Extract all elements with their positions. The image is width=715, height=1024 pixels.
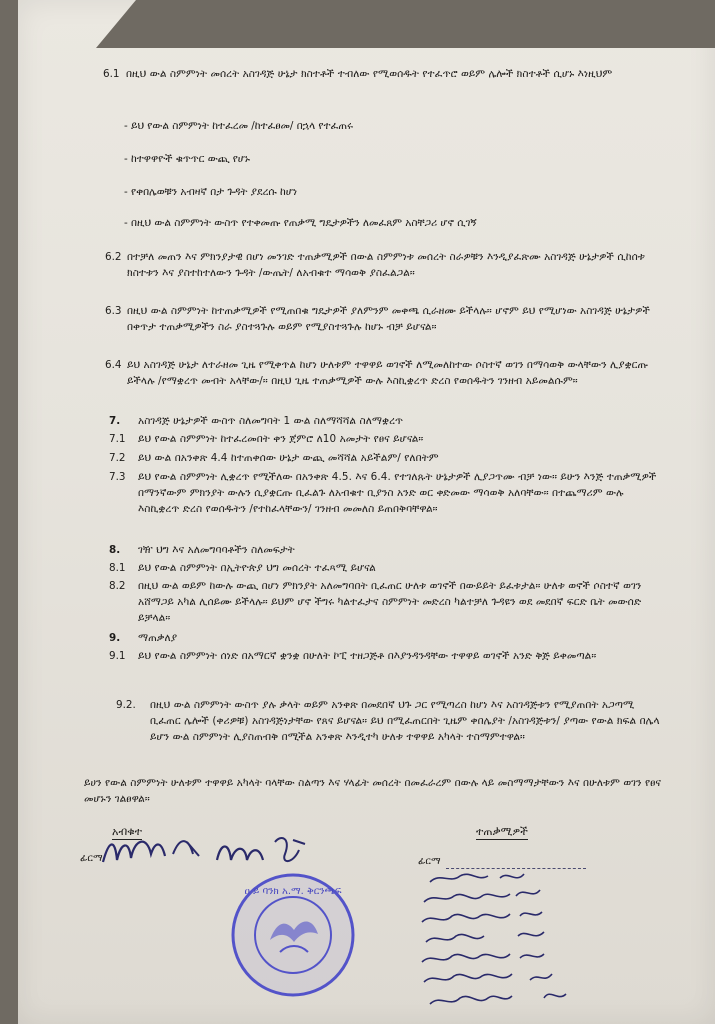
section-text: ይህ የውል ስምምነት ሰነድ በአማርኛ ቋንቋ በሁለት ኮፒ ተዘጋጅቶ በእያንዳንዳቸው ተዋዋይ ወገኖች አንድ ቅጅ ይቀመጣል። (138, 650, 597, 662)
section-text: ይህ የውል ስምምነት ከተፈረመበት ቀን ጀምሮ ለ10 አመታት የፀና ይሆናል። (138, 433, 424, 445)
bank-stamp (228, 870, 358, 1000)
section-heading-number: 9. (109, 632, 121, 644)
section-number: 6.3 (105, 305, 122, 317)
section-number: 8.1 (109, 562, 126, 574)
section-number: 8.2 (109, 580, 126, 592)
section-heading-number: 8. (109, 544, 121, 556)
section-text: ይህ የውል ስምምነት ሊቋረጥ የሚችለው በአንቀጽ 4.5. እና 6.4. የተገለጹት ሁኔታዎች ሊያጋጥሙ ብቻ ነው። ይሁን እንጅ ተጠቃሚዎች በማንኛውም ምክንያት ውሉን ሲያቋርጡ ቢፈልጉ ለአብቁተ ቢያንስ አንድ ወር ቀድመው ማሳወቅ አለባቸው። በተጨማሪም ውሉ እስኪቋረጥ ድረስ የወሰዱትን /የተከፈላቸውን/ ገንዘብ መመለስ ይጠበቅባቸዋል። (138, 471, 657, 515)
signature-right-list (420, 868, 580, 1018)
section-number: 7.1 (109, 433, 126, 445)
stamp-text: ዐ ይ ባንክ አ.ማ. ቅርንጫፍ (244, 886, 342, 897)
section-text: በዚህ ውል ስምምነት ከተጠቃሚዎች የሚጠበቁ ግዴታዎች ያለምንም መቀጫ ሲራዘሙ ይችላሉ። ሆኖም ይህ የሚሆነው አስገዳጅ ሁኔታዎች በቀጥታ ተጠቃሚዎችን ስራ ያስተጓጉሉ ወይም የሚያስተጓጉሉ ከሆኑ ብቻ ይሆናል። (127, 305, 650, 333)
closing-paragraph: ይሀን የውል ስምምነት ሁለቱም ተዋዋይ አካላት ባላቸው ስልጣን እና ሃላፊት መሰረት በመፈራረም በውሉ ላይ መስማማታቸውን እና በሁለቱም ወገን የፀና መሆኑን ገልፀዋል። (84, 777, 662, 805)
bullet-item: - የቀበሌወቹን አብዛኛ በታ ጉዳት ያደረሱ ከሆነ (124, 186, 297, 198)
section-text: በዚህ ውል ስምምነት መሰረት አስገዳጅ ሁኔታ ክስተቶች ተብለው የሚወሰዱት የተፈጥሮ ወይም ሌሎች ክስተቶች ሲሆኑ እነዚህም (126, 68, 613, 80)
section-text: ይህ ውል በአንቀጽ 4.4 ከተጠቀሰው ሁኔታ ውጪ መሻሻል አይችልም/ የለበትም (138, 452, 439, 464)
bullet-item: - በዚህ ውል ስምምነት ውስጥ የተቀመጡ የጠቃሚ ግዴታዎችን ለመፈጸም አስቸጋሪ ሆኖ ሲገኝ (124, 217, 477, 229)
section-text: ይህ የውል ስምምነት በኢትዮጵያ ህግ መሰረት ተፈጻሚ ይሆናል (138, 562, 376, 574)
sign-label-right: ፊርማ (418, 856, 441, 867)
section-text: በዚህ ውል ወይም ከውሉ ውጪ በሆነ ምክንያት አለመግባበት ቢፈጠር ሁለቱ ወገኖች በውይይት ይፈቱታል። ሁለቱ ወኖች ሶስተኛ ወገን አሸማጋይ አካል ሊሰይሙ ይችላሉ። ይህም ሆኖ ችግሩ ካልተፈታና ስምምነት መድረስ ካልተቻለ ጉዳዩን ወደ መደበኛ ፍርድ ቤት መውሰድ ይቻላል። (138, 580, 642, 624)
party-right-title: ተጠቃሚዎች (476, 825, 528, 838)
section-number: 9.1 (109, 650, 126, 662)
party-left-title: አብቁተ (112, 825, 143, 838)
section-text: ይህ አስገዳጅ ሁኔታ ለተራዘመ ጊዜ የሚቀጥል ከሆነ ሁለቱም ተዋዋይ ወገኖች ለሚመለከተው ሶስተኛ ወገን በማሳወቅ ውላቸውን ሊያቋርጡ ይችላሉ /የማቋረጥ መብት አላቸው/። በዚህ ጊዜ ተጠቃሚዎች ውሉ እስኪቋረጥ ድረስ የወሰዱትን ገንዘብ አይመልሱም። (127, 359, 649, 387)
section-number: 6.1 (103, 68, 120, 80)
bullet-item: - ከተዋዋዮች ቁጥጥር ውጪ የሆኑ (124, 153, 250, 165)
section-heading: ገዥ ህግ እና አለመግባባቶችን ስለመፍታት (138, 544, 295, 556)
section-heading: አስገዳጅ ሁኔታዎች ውስጥ ስለመግባት 1 ውል ስለማሻሻል ስለማቋረጥ (138, 415, 404, 427)
section-text: በተቻለ መጠን እና ምክንያታዊ በሆነ መንገድ ተጠቃሚዎች በውል ስምምነቱ መሰረት ስራዎቹን እንዲያፈጽሙ አስገዳጅ ሁኔታዎች ሲከሰቱ ክስተቱን እና ያስተከተለውን ጉዳት /ውጤት/ ለአብቁተ ማሳወቅ ያስፈልጋል። (127, 251, 645, 279)
section-number: 6.2 (105, 251, 122, 263)
section-number: 9.2. (116, 699, 136, 711)
section-text: በዚህ ውል ስምምነት ውስጥ ያሉ ቃላት ወይም አንቀጽ በመደበኛ ህጉ ጋር የሚጣረስ ከሆነ እና አስገዳጅቱን የሚያጠበት አጋጣሚ ቢፈጠር ሌሎች (ቀሪዎቹ) አስገዳጅነታቸው የጸና ይሆናል። ይህ በሚፈጠርበት ጊዜም ቀበሌያት /አስገዳጅቱን/ ያጣው የውል ክፍል በሌላ ይሆን ውል ስምምነት ሊያስጠብቅ በሚችል አንቀጽ እንዲተካ ሁለቱ ተዋዋይ አካላት ተስማምተዋል። (150, 699, 660, 743)
section-heading: ማጠቃለያ (138, 632, 178, 644)
sign-label-left: ፊርማ (80, 853, 103, 864)
section-number: 7.2 (109, 452, 126, 464)
section-number: 7.3 (109, 471, 126, 483)
bullet-item: - ይህ የውል ስምምነት ከተፈረመ /ከተፈፀመ/ በኋላ የተፈጠሩ (124, 120, 353, 132)
section-number: 6.4 (105, 359, 122, 371)
section-heading-number: 7. (109, 415, 121, 427)
